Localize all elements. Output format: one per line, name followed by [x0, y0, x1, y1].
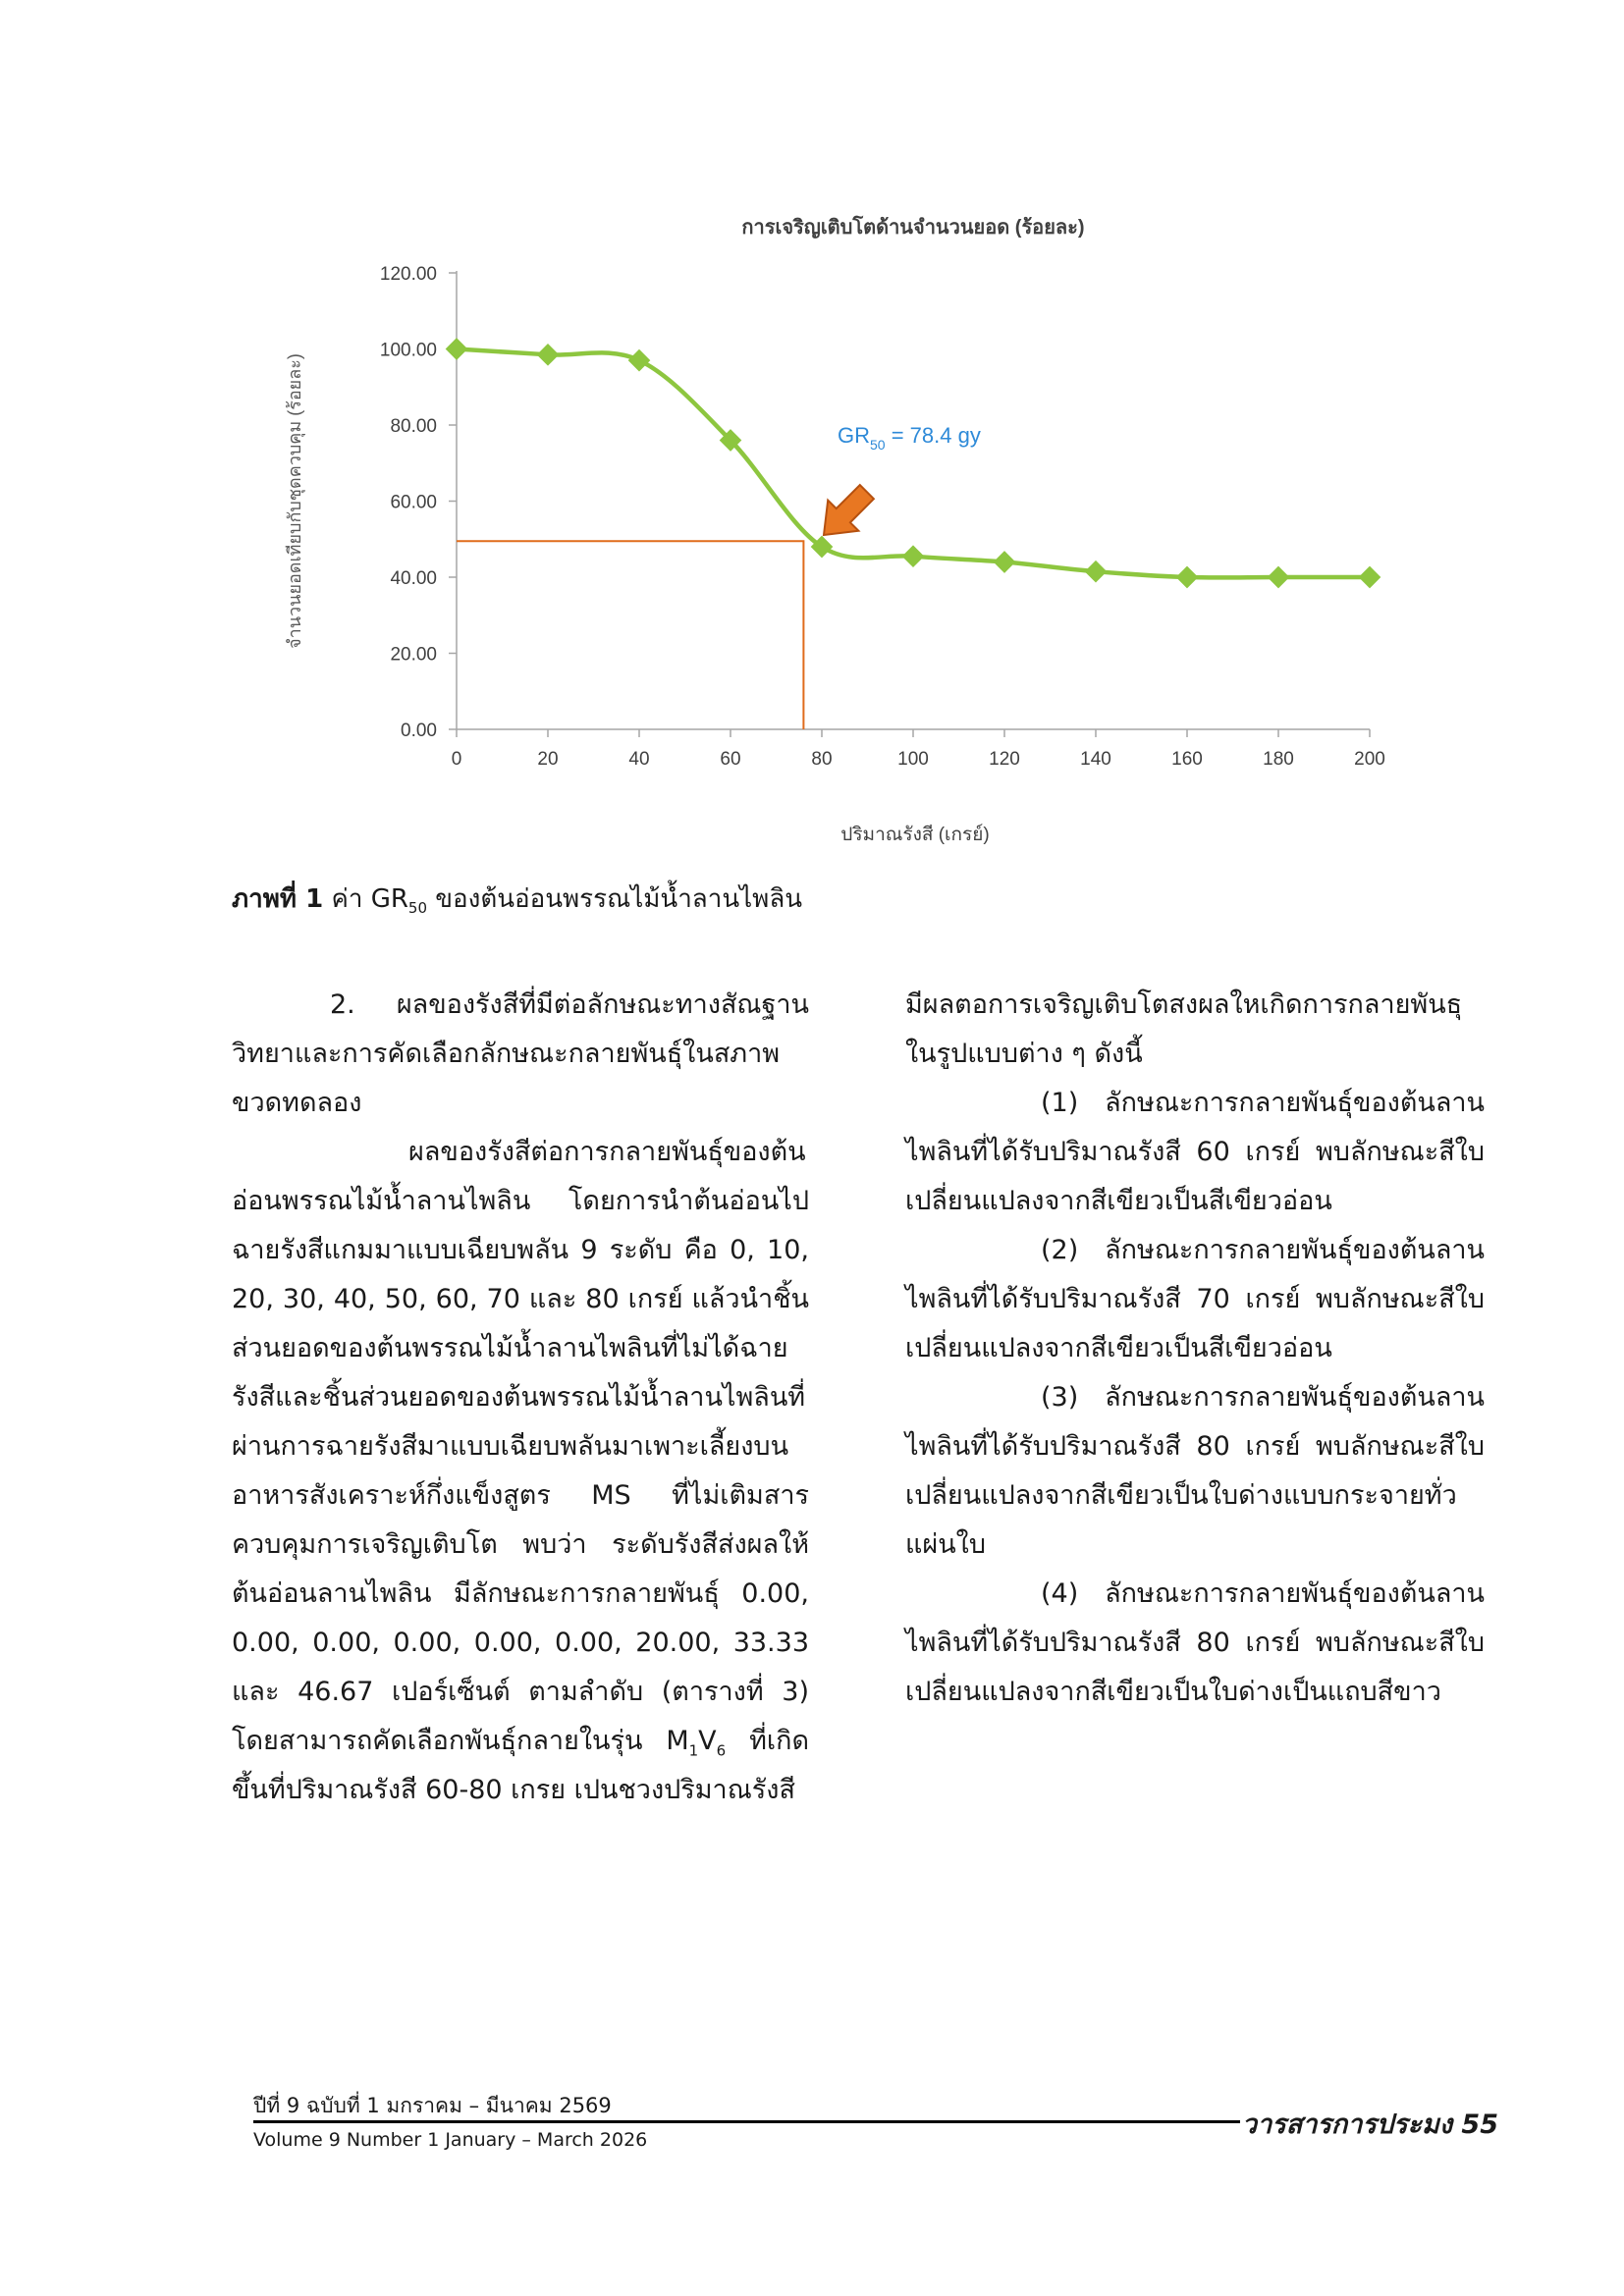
data-point [1359, 566, 1381, 589]
y-tick-label: 120.00 [379, 264, 437, 285]
y-tick-label: 40.00 [390, 568, 437, 589]
y-tick-label: 0.00 [401, 721, 437, 741]
gr50-reference-line [457, 541, 803, 729]
footer-issue-english: Volume 9 Number 1 January – March 2026 [253, 2129, 648, 2151]
left-column [232, 981, 809, 1815]
caption-text-post: ของต้นอ่อนพรรณไม้น้ำลานไพลิน [427, 884, 803, 914]
x-tick-label: 80 [811, 749, 833, 770]
data-point [628, 349, 651, 372]
data-point [537, 344, 560, 366]
data-point [902, 545, 925, 567]
x-tick-label: 160 [1171, 749, 1203, 770]
gr50-annotation: $GR_{50} = 78.4$ gy [838, 423, 981, 453]
generation-subscript-m: 1 [688, 1741, 699, 1760]
x-tick-label: 180 [1263, 749, 1294, 770]
footer-rule [253, 2120, 1240, 2123]
gr50-arrow-icon [824, 485, 874, 535]
x-tick-label: 0 [451, 749, 462, 770]
chart-title: การเจริญเติบโตด้านจำนวนยอด (ร้อยละ) [741, 217, 1085, 239]
series-line [457, 349, 1370, 578]
data-point [1085, 561, 1108, 583]
mutation-item-2: (2) ลักษณะการกลายพันธุ์ของต้นลานไพลินที่ได้รับปริมาณรังสี 70 เกรย์ พบลักษณะสีใบเปลี่ยนแปลงจากสีเขียวเป็นสีเขียวอ่อน [905, 1235, 1485, 1363]
y-tick-label: 60.00 [390, 492, 437, 513]
mutation-item-1: (1) ลักษณะการกลายพันธุ์ของต้นลานไพลินที่ได้รับปริมาณรังสี 60 เกรย์ พบลักษณะสีใบเปลี่ยนแปลงจากสีเขียวเป็นสีเขียวอ่อน [905, 1088, 1485, 1216]
footer-issue-thai: ปีที่ 9 ฉบับที่ 1 มกราคม – มีนาคม 2569 [253, 2094, 612, 2117]
body-text-pre: ผลของรังสีต่อการกลายพันธุ์ของต้นอ่อนพรรณไม้น้ำลานไพลิน โดยการนำต้นอ่อนไปฉายรังสีแกมมาแบบเฉียบพลัน 9 ระดับ คือ 0, 10, 20, 30, 40, 50, 60, 70 และ 80 เกรย์ แล้วนำชิ้นส่วนยอดของต้นพรรณไม้น้ำลานไพลินที่ไม่ได้ฉายรังสีและชิ้นส่วนยอดของต้นพรรณไม้น้ำลานไพลินที่ผ่านการฉายรังสีมาแบบเฉียบพลันมาเพาะเลี้ยงบนอาหารสังเคราะห์กึ่งแข็งสูตร MS ที่ไม่เติมสารควบคุมการเจริญเติบโต พบว่า ระดับรังสีส่งผลให้ต้นอ่อนลานไพลิน มีลักษณะการกลายพันธุ์ 0.00, 0.00, 0.00, 0.00, 0.00, 0.00, 20.00, 33.33 และ 46.67 เปอร์เซ็นต์ ตามลำดับ (ตารางที่ 3) โดยสามารถคัดเลือกพันธุ์กลายในรุ่น M [232, 1137, 809, 1756]
data-point [446, 338, 468, 360]
x-tick-label: 20 [537, 749, 559, 770]
right-intro: มีผลตอการเจริญเติบโตสงผลใหเกิดการกลายพันธุในรูปแบบต่าง ๆ ดังนี้ [905, 989, 1463, 1069]
y-tick-label: 20.00 [390, 644, 437, 666]
x-tick-label: 200 [1354, 749, 1385, 770]
caption-subscript: 50 [407, 899, 428, 918]
x-tick-label: 60 [720, 749, 741, 770]
x-tick-label: 120 [989, 749, 1020, 770]
mutation-item-3: (3) ลักษณะการกลายพันธุ์ของต้นลานไพลินที่ได้รับปริมาณรังสี 80 เกรย์ พบลักษณะสีใบเปลี่ยนแปลงจากสีเขียวเป็นใบด่างแบบกระจายทั่วแผ่นใบ [905, 1382, 1485, 1560]
body-text-post: ที่เกิดขึ้นที่ปริมาณรังสี 60-80 เกรย เปนชวงปริมาณรังสี [232, 1726, 809, 1805]
figure-label: ภาพที่ 1 [232, 884, 324, 914]
generation-subscript-v: 6 [716, 1741, 727, 1760]
data-point [994, 551, 1016, 573]
y-tick-label: 100.00 [379, 340, 437, 361]
figure-caption [232, 881, 802, 926]
section-heading: 2. ผลของรังสีที่มีต่อลักษณะทางสัณฐานวิทยาและการคัดเลือกลักษณะกลายพันธุ์ในสภาพขวดทดลอง [232, 989, 809, 1118]
mutation-item-4: (4) ลักษณะการกลายพันธุ์ของต้นลานไพลินที่ได้รับปริมาณรังสี 80 เกรย์ พบลักษณะสีใบเปลี่ยนแปลงจากสีเขียวเป็นใบด่างเป็นแถบสีขาว [905, 1578, 1485, 1707]
x-tick-label: 100 [897, 749, 929, 770]
x-axis-label: ปริมาณรังสี (เกรย์) [840, 825, 990, 845]
body-paragraph [232, 1128, 809, 1815]
right-column [905, 981, 1485, 1717]
chart-canvas [265, 196, 1404, 864]
data-point [1268, 566, 1290, 589]
y-tick-label: 80.00 [390, 416, 437, 437]
x-tick-label: 40 [628, 749, 650, 770]
generation-letter-v: V [698, 1726, 717, 1756]
data-point [1176, 566, 1199, 589]
x-tick-label: 140 [1080, 749, 1111, 770]
journal-name-page: วารสารการประมง 55 [1241, 2109, 1498, 2140]
y-axis-label: จำนวนยอดเทียบกับชุดควบคุม (ร้อยละ) [285, 353, 304, 649]
caption-text-pre: ค่า GR [331, 884, 408, 914]
shoot-growth-chart [265, 196, 1404, 864]
